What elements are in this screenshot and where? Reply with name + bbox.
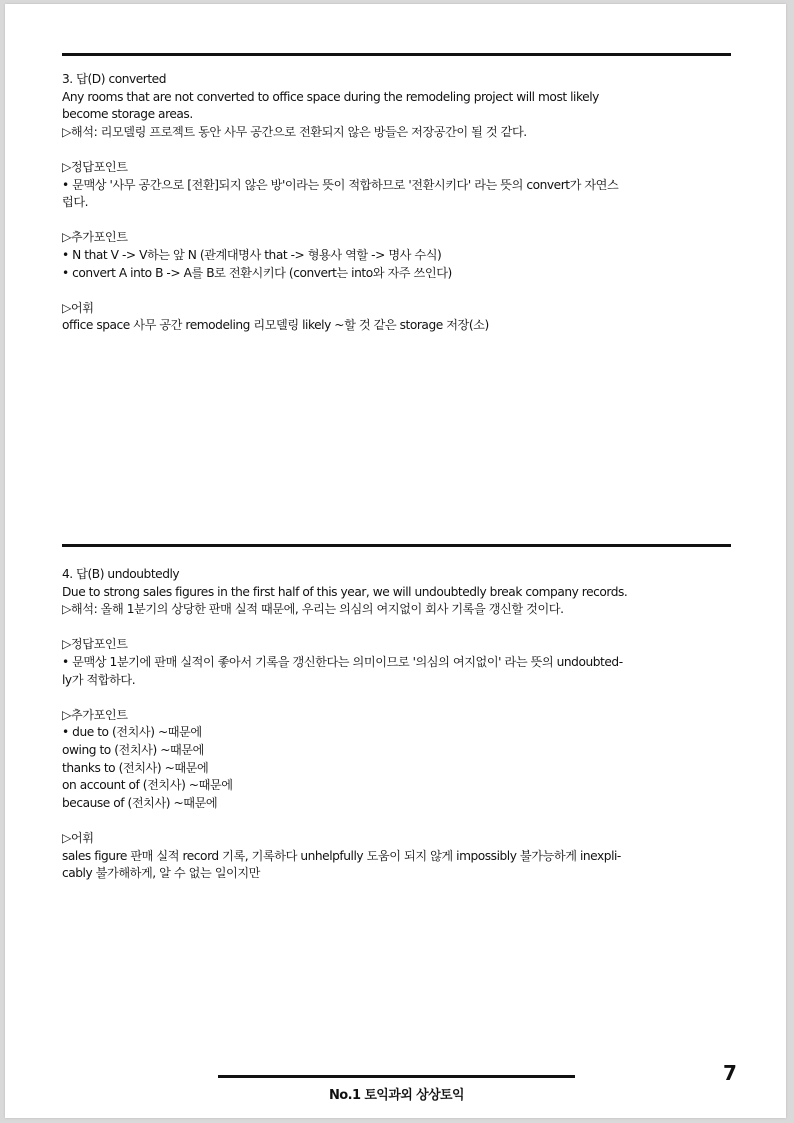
- document-page: [5, 4, 786, 1118]
- footer-brand: No.1 토익과외 상상토익: [329, 1088, 464, 1103]
- vocabulary-heading: ▷어휘: [62, 300, 94, 315]
- question-section-4: [62, 566, 734, 883]
- extra-point-text: owing to (전치사) ~때문에: [62, 742, 204, 757]
- example-sentence: Any rooms that are not converted to office space during the remodeling project will most likely: [62, 89, 599, 104]
- extra-point-heading: ▷추가포인트: [62, 230, 128, 245]
- example-sentence: become storage areas.: [62, 107, 193, 122]
- extra-point-text: because of (전치사) ~때문에: [62, 795, 218, 810]
- answer-title: 4. 답(B) undoubtedly: [62, 567, 180, 581]
- question-section-3: [62, 71, 734, 335]
- answer-point-text: ly가 적합하다.: [62, 672, 136, 687]
- extra-point-text: on account of (전치사) ~때문에: [62, 778, 233, 793]
- vocabulary-heading: ▷어휘: [62, 830, 94, 845]
- extra-point-text: • N that V -> V하는 앞 N (관계대명사 that -> 형용사 역할 -> 명사 수식): [62, 247, 442, 262]
- vocabulary-text: cably 불가해하게, 알 수 없는 일이지만: [62, 866, 260, 881]
- translation: ▷해석: 리모델링 프로젝트 동안 사무 공간으로 전환되지 않은 방들은 저장공간이 될 것 같다.: [62, 124, 527, 139]
- answer-point-heading: ▷정답포인트: [62, 159, 128, 174]
- translation: ▷해석: 올해 1분기의 상당한 판매 실적 때문에, 우리는 의심의 여지없이 회사 기록을 갱신할 것이다.: [62, 602, 564, 617]
- example-sentence: Due to strong sales figures in the first half of this year, we will undoubtedly break company records.: [62, 584, 628, 599]
- answer-point-text: • 문맥상 '사무 공간으로 [전환]되지 않은 방'이라는 뜻이 적합하므로 '전환시키다' 라는 뜻의 convert가 자연스: [62, 177, 619, 192]
- extra-point-text: thanks to (전치사) ~때문에: [62, 760, 209, 775]
- extra-point-heading: ▷추가포인트: [62, 707, 128, 722]
- section-divider: [62, 53, 731, 56]
- footer-divider: [218, 1075, 575, 1078]
- answer-point-heading: ▷정답포인트: [62, 637, 128, 652]
- extra-point-text: • due to (전치사) ~때문에: [62, 725, 202, 740]
- answer-title: 3. 답(D) converted: [62, 72, 167, 86]
- vocabulary-text: office space 사무 공간 remodeling 리모델링 likely ~할 것 같은 storage 저장(소): [62, 318, 489, 333]
- section-divider: [62, 544, 731, 547]
- page-number: 7: [723, 1061, 737, 1085]
- answer-point-text: • 문맥상 1분기에 판매 실적이 좋아서 기록을 갱신한다는 의미이므로 '의심의 여지없이' 라는 뜻의 undoubted-: [62, 654, 623, 669]
- extra-point-text: • convert A into B -> A를 B로 전환시키다 (convert는 into와 자주 쓰인다): [62, 265, 452, 280]
- answer-point-text: 럽다.: [62, 195, 89, 210]
- vocabulary-text: sales figure 판매 실적 record 기록, 기록하다 unhelpfully 도움이 되지 않게 impossibly 불가능하게 inexpli-: [62, 848, 621, 863]
